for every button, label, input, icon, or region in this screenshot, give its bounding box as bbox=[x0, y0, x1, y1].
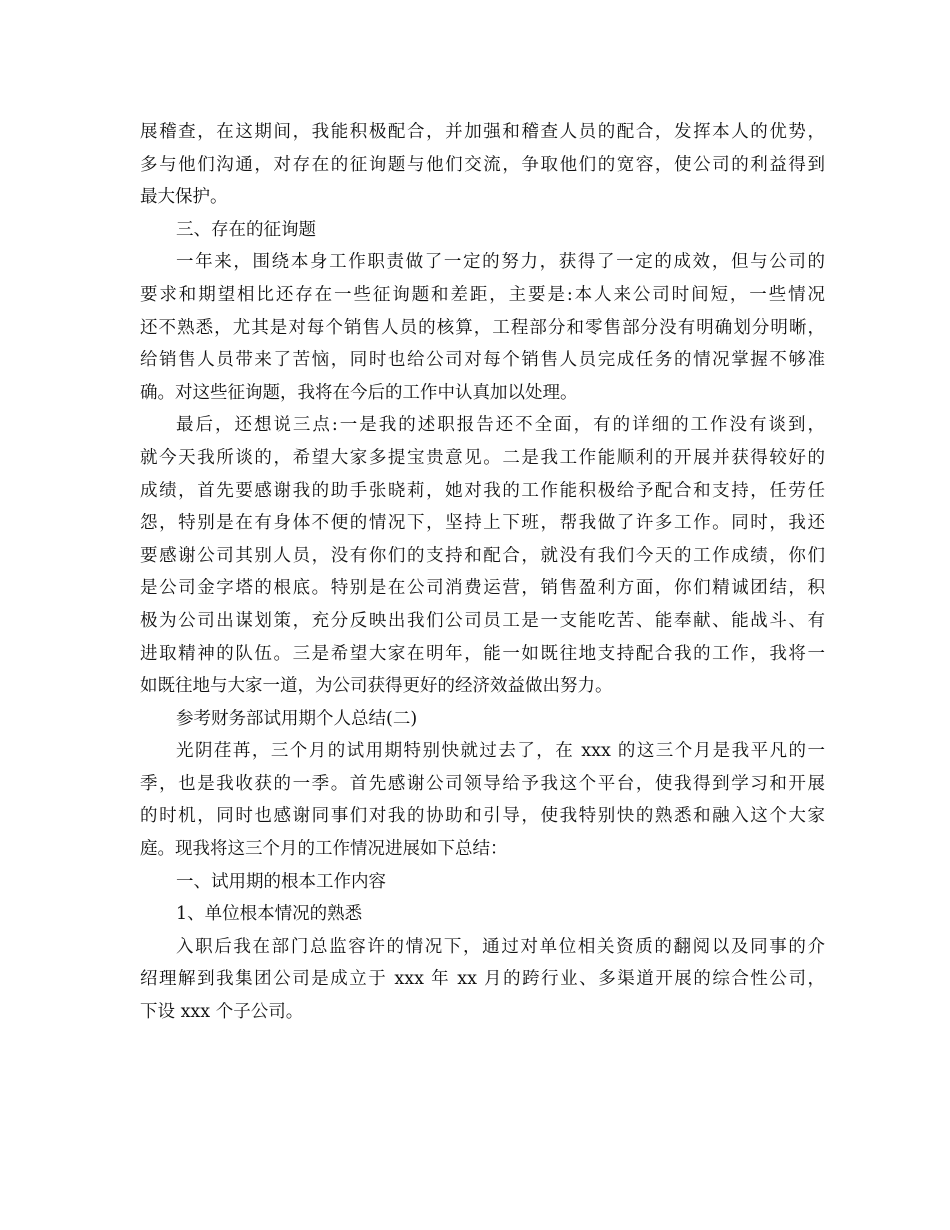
text-line: 季，也是我收获的一季。首先感谢公司领导给予我这个平台，使我得到学习和开展 bbox=[140, 773, 825, 794]
text-line: 展稽查，在这期间，我能积极配合，并加强和稽查人员的配合，发挥本人的优势， bbox=[140, 122, 825, 142]
text-line: 还不熟悉，尤其是对每个销售人员的核算，工程部分和零售部分没有明确划分明晰， bbox=[140, 317, 825, 338]
text-line: 三、存在的征询题 bbox=[176, 219, 316, 240]
text-line: 一年来，围绕本身工作职责做了一定的努力，获得了一定的成效，但与公司的 bbox=[176, 252, 825, 273]
text-line: 1、单位根本情况的熟悉 bbox=[176, 904, 363, 925]
text-line: 庭。现我将这三个月的工作情况进展如下总结： bbox=[140, 839, 508, 860]
text-line: 参考财务部试用期个人总结(二) bbox=[176, 708, 418, 729]
text-line: 就今天我所谈的，希望大家多提宝贵意见。二是我工作能顺利的开展并获得较好的 bbox=[140, 447, 825, 468]
text-line: 要求和期望相比还存在一些征询题和差距，主要是:本人来公司时间短，一些情况 bbox=[140, 284, 825, 305]
text-line: 如既往地与大家一道，为公司获得更好的经济效益做出努力。 bbox=[140, 676, 613, 697]
text-line: 多与他们沟通，对存在的征询题与他们交流，争取他们的宽容，使公司的利益得到 bbox=[140, 154, 825, 175]
text-line: 怨，特别是在有身体不便的情况下，坚持上下班，帮我做了许多工作。同时，我还 bbox=[140, 513, 825, 534]
text-line: 要感谢公司其别人员，没有你们的支持和配合，就没有我们今天的工作成绩，你们 bbox=[140, 545, 825, 566]
text-line: 的时机，同时也感谢同事们对我的协助和引导，使我特别快的熟悉和融入这个大家 bbox=[140, 806, 825, 827]
text-line: 进取精神的队伍。三是希望大家在明年，能一如既往地支持配合我的工作，我将一 bbox=[140, 643, 825, 664]
document-body bbox=[140, 116, 825, 1029]
text-line: 入职后我在部门总监容许的情况下，通过对单位相关资质的翻阅以及同事的介 bbox=[176, 936, 825, 957]
text-line: 成绩，首先要感谢我的助手张晓莉，她对我的工作能积极给予配合和支持，任劳任 bbox=[140, 480, 825, 501]
text-line: 一、试用期的根本工作内容 bbox=[176, 871, 386, 892]
text-line: 最后，还想说三点:一是我的述职报告还不全面，有的详细的工作没有谈到， bbox=[176, 415, 825, 436]
text-line: 光阴荏苒，三个月的试用期特别快就过去了，在 xxx 的这三个月是我平凡的一 bbox=[176, 741, 825, 762]
text-line: 确。对这些征询题，我将在今后的工作中认真加以处理。 bbox=[140, 382, 578, 403]
text-line: 给销售人员带来了苦恼，同时也给公司对每个销售人员完成任务的情况掌握不够准 bbox=[140, 350, 825, 371]
text-line: 下设 xxx 个子公司。 bbox=[140, 1002, 304, 1023]
text-line: 最大保护。 bbox=[140, 187, 228, 208]
text-line: 绍理解到我集团公司是成立于 xxx 年 xx 月的跨行业、多渠道开展的综合性公司， bbox=[140, 969, 825, 990]
text-line: 是公司金字塔的根底。特别是在公司消费运营，销售盈利方面，你们精诚团结，积 bbox=[140, 578, 825, 599]
text-line: 极为公司出谋划策，充分反映出我们公司员工是一支能吃苦、能奉献、能战斗、有 bbox=[140, 610, 825, 631]
